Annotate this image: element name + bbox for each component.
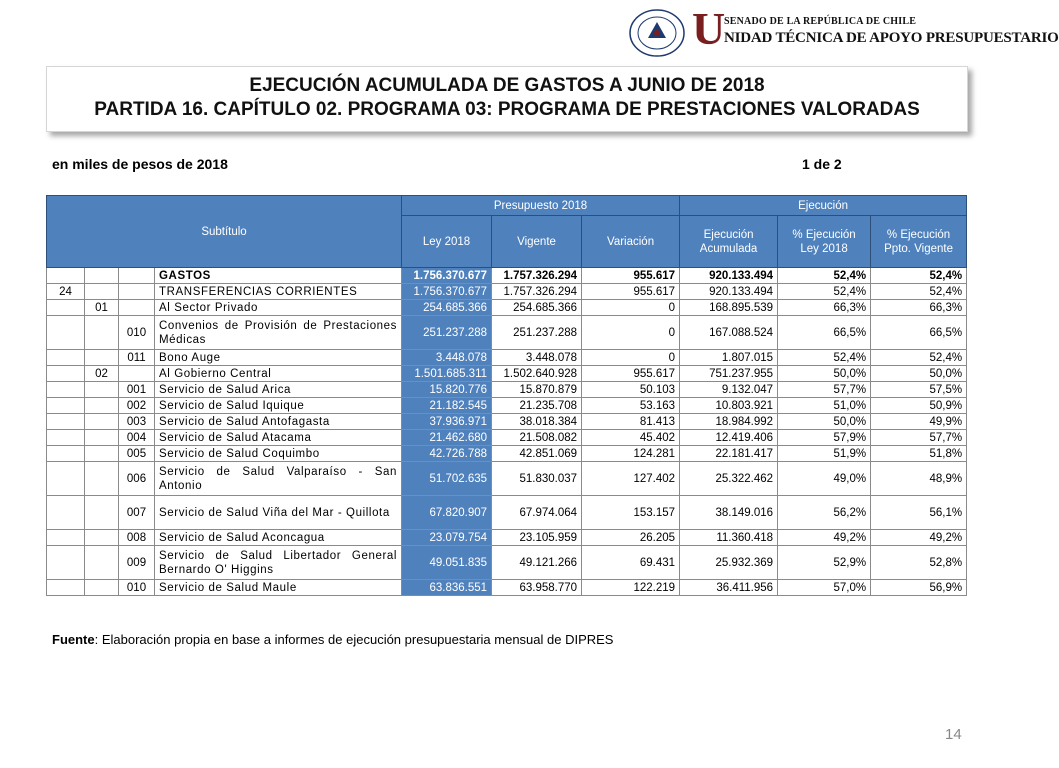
cell-variacion: 955.617 [582, 284, 680, 300]
cell-ley-2018: 63.836.551 [402, 580, 492, 596]
cell-asignacion: 008 [119, 530, 155, 546]
cell-pct-ley: 49,0% [778, 462, 871, 496]
cell-subtitulo [47, 580, 85, 596]
cell-subtitulo [47, 350, 85, 366]
cell-subtitulo [47, 316, 85, 350]
cell-pct-vigente: 49,2% [871, 530, 967, 546]
cell-ejecucion-acumulada: 9.132.047 [680, 382, 778, 398]
cell-ejecucion-acumulada: 751.237.955 [680, 366, 778, 382]
cell-ejecucion-acumulada: 36.411.956 [680, 580, 778, 596]
cell-pct-vigente: 57,7% [871, 430, 967, 446]
cell-item [85, 398, 119, 414]
table-row [47, 414, 967, 430]
cell-ejecucion-acumulada: 12.419.406 [680, 430, 778, 446]
cell-item [85, 268, 119, 284]
cell-description: Al Sector Privado [155, 300, 402, 316]
cell-pct-ley: 57,0% [778, 580, 871, 596]
cell-asignacion: 002 [119, 398, 155, 414]
cell-asignacion [119, 268, 155, 284]
cell-ley-2018: 254.685.366 [402, 300, 492, 316]
cell-asignacion: 011 [119, 350, 155, 366]
logo-big-letter: U [692, 3, 725, 54]
presupuesto-header: Presupuesto 2018 [402, 196, 680, 216]
cell-description: Servicio de Salud Maule [155, 580, 402, 596]
cell-description: Servicio de Salud Arica [155, 382, 402, 398]
col-ley: Ley 2018 [402, 216, 492, 268]
cell-variacion: 127.402 [582, 462, 680, 496]
table-row [47, 382, 967, 398]
cell-item: 02 [85, 366, 119, 382]
cell-pct-ley: 66,5% [778, 316, 871, 350]
cell-vigente: 3.448.078 [492, 350, 582, 366]
cell-ley-2018: 1.756.370.677 [402, 284, 492, 300]
cell-pct-ley: 50,0% [778, 366, 871, 382]
cell-ley-2018: 21.462.680 [402, 430, 492, 446]
cell-vigente: 21.235.708 [492, 398, 582, 414]
cell-pct-vigente: 49,9% [871, 414, 967, 430]
table-row [47, 398, 967, 414]
cell-item [85, 284, 119, 300]
cell-pct-ley: 52,4% [778, 268, 871, 284]
col-pct-vigente: % Ejecución Ppto. Vigente [871, 216, 967, 268]
cell-pct-vigente: 56,9% [871, 580, 967, 596]
cell-pct-ley: 56,2% [778, 496, 871, 530]
cell-subtitulo [47, 496, 85, 530]
col-ejec-acum: Ejecución Acumulada [680, 216, 778, 268]
cell-description: Servicio de Salud Valparaíso - San Antonio [155, 462, 402, 496]
cell-variacion: 122.219 [582, 580, 680, 596]
cell-vigente: 251.237.288 [492, 316, 582, 350]
cell-ley-2018: 251.237.288 [402, 316, 492, 350]
cell-ley-2018: 21.182.545 [402, 398, 492, 414]
cell-pct-ley: 50,0% [778, 414, 871, 430]
cell-asignacion: 005 [119, 446, 155, 462]
cell-item [85, 462, 119, 496]
cell-vigente: 42.851.069 [492, 446, 582, 462]
table-row [47, 366, 967, 382]
cell-asignacion: 006 [119, 462, 155, 496]
source-label: Fuente [52, 632, 95, 647]
cell-asignacion [119, 366, 155, 382]
cell-pct-vigente: 66,3% [871, 300, 967, 316]
cell-item [85, 446, 119, 462]
cell-asignacion: 009 [119, 546, 155, 580]
cell-variacion: 153.157 [582, 496, 680, 530]
cell-ejecucion-acumulada: 167.088.524 [680, 316, 778, 350]
cell-description: Al Gobierno Central [155, 366, 402, 382]
cell-pct-ley: 57,7% [778, 382, 871, 398]
cell-variacion: 81.413 [582, 414, 680, 430]
cell-ejecucion-acumulada: 920.133.494 [680, 268, 778, 284]
cell-asignacion: 010 [119, 580, 155, 596]
cell-vigente: 254.685.366 [492, 300, 582, 316]
logo-senate-line: SENADO DE LA REPÚBLICA DE CHILE [724, 16, 917, 27]
col-variacion: Variación [582, 216, 680, 268]
title-line-1: EJECUCIÓN ACUMULADA DE GASTOS A JUNIO DE 2018 [249, 75, 765, 96]
cell-pct-ley: 49,2% [778, 530, 871, 546]
cell-description: Servicio de Salud Antofagasta [155, 414, 402, 430]
cell-subtitulo [47, 446, 85, 462]
cell-description: Convenios de Provisión de Prestaciones Médicas [155, 316, 402, 350]
cell-variacion: 0 [582, 350, 680, 366]
cell-subtitulo [47, 546, 85, 580]
table-row [47, 446, 967, 462]
cell-ley-2018: 67.820.907 [402, 496, 492, 530]
cell-ejecucion-acumulada: 18.984.992 [680, 414, 778, 430]
cell-ley-2018: 51.702.635 [402, 462, 492, 496]
table-row [47, 430, 967, 446]
cell-variacion: 955.617 [582, 268, 680, 284]
cell-ley-2018: 42.726.788 [402, 446, 492, 462]
cell-vigente: 67.974.064 [492, 496, 582, 530]
cell-vigente: 51.830.037 [492, 462, 582, 496]
cell-item [85, 496, 119, 530]
table-row [47, 580, 967, 596]
ejecucion-header: Ejecución [680, 196, 967, 216]
cell-subtitulo [47, 430, 85, 446]
cell-description: Servicio de Salud Aconcagua [155, 530, 402, 546]
cell-vigente: 1.757.326.294 [492, 268, 582, 284]
table-row [47, 530, 967, 546]
cell-ejecucion-acumulada: 25.322.462 [680, 462, 778, 496]
cell-subtitulo [47, 530, 85, 546]
cell-pct-vigente: 52,4% [871, 350, 967, 366]
cell-subtitulo [47, 462, 85, 496]
cell-variacion: 45.402 [582, 430, 680, 446]
cell-pct-vigente: 66,5% [871, 316, 967, 350]
page-number: 14 [945, 726, 962, 743]
cell-subtitulo [47, 382, 85, 398]
cell-asignacion: 001 [119, 382, 155, 398]
units-label: en miles de pesos de 2018 [52, 156, 228, 172]
cell-asignacion: 010 [119, 316, 155, 350]
cell-description: Servicio de Salud Coquimbo [155, 446, 402, 462]
cell-ejecucion-acumulada: 11.360.418 [680, 530, 778, 546]
cell-pct-ley: 51,9% [778, 446, 871, 462]
cell-pct-ley: 66,3% [778, 300, 871, 316]
cell-ejecucion-acumulada: 920.133.494 [680, 284, 778, 300]
cell-item [85, 530, 119, 546]
cell-ejecucion-acumulada: 25.932.369 [680, 546, 778, 580]
utap-logo [628, 3, 1059, 58]
cell-ejecucion-acumulada: 168.895.539 [680, 300, 778, 316]
cell-asignacion [119, 300, 155, 316]
cell-variacion: 53.163 [582, 398, 680, 414]
cell-asignacion: 007 [119, 496, 155, 530]
cell-ley-2018: 1.501.685.311 [402, 366, 492, 382]
cell-ley-2018: 3.448.078 [402, 350, 492, 366]
title-line-2: PARTIDA 16. CAPÍTULO 02. PROGRAMA 03: PROGRAMA DE PRESTACIONES VALORADAS [94, 99, 920, 120]
table-body [47, 268, 967, 596]
cell-asignacion: 003 [119, 414, 155, 430]
table-row [47, 284, 967, 300]
cell-pct-ley: 52,4% [778, 284, 871, 300]
cell-pct-vigente: 52,4% [871, 284, 967, 300]
cell-pct-ley: 57,9% [778, 430, 871, 446]
cell-item [85, 316, 119, 350]
cell-vigente: 1.757.326.294 [492, 284, 582, 300]
cell-item [85, 546, 119, 580]
cell-variacion: 50.103 [582, 382, 680, 398]
cell-variacion: 0 [582, 300, 680, 316]
cell-vigente: 1.502.640.928 [492, 366, 582, 382]
cell-item [85, 580, 119, 596]
cell-subtitulo [47, 414, 85, 430]
cell-ley-2018: 15.820.776 [402, 382, 492, 398]
table-row [47, 546, 967, 580]
cell-subtitulo [47, 366, 85, 382]
cell-pct-ley: 51,0% [778, 398, 871, 414]
cell-ejecucion-acumulada: 22.181.417 [680, 446, 778, 462]
page-of-label: 1 de 2 [802, 156, 842, 172]
cell-pct-ley: 52,9% [778, 546, 871, 580]
cell-ejecucion-acumulada: 1.807.015 [680, 350, 778, 366]
cell-vigente: 23.105.959 [492, 530, 582, 546]
cell-pct-vigente: 56,1% [871, 496, 967, 530]
cell-description: Servicio de Salud Atacama [155, 430, 402, 446]
cell-variacion: 0 [582, 316, 680, 350]
cell-description: GASTOS [155, 268, 402, 284]
cell-description: Servicio de Salud Viña del Mar - Quillota [155, 496, 402, 530]
cell-pct-vigente: 52,4% [871, 268, 967, 284]
budget-table [46, 195, 967, 596]
cell-ley-2018: 1.756.370.677 [402, 268, 492, 284]
senate-seal-icon [628, 8, 686, 58]
cell-pct-vigente: 50,9% [871, 398, 967, 414]
cell-pct-vigente: 52,8% [871, 546, 967, 580]
cell-description: Servicio de Salud Libertador General Bernardo O' Higgins [155, 546, 402, 580]
source-text: : Elaboración propia en base a informes de ejecución presupuestaria mensual de DIPRES [94, 632, 614, 647]
col-vigente: Vigente [492, 216, 582, 268]
table-row [47, 496, 967, 530]
cell-variacion: 124.281 [582, 446, 680, 462]
cell-pct-vigente: 48,9% [871, 462, 967, 496]
subtitulo-header: Subtítulo [47, 196, 402, 268]
cell-item [85, 414, 119, 430]
col-pct-ley: % Ejecución Ley 2018 [778, 216, 871, 268]
cell-description: Bono Auge [155, 350, 402, 366]
cell-variacion: 69.431 [582, 546, 680, 580]
cell-asignacion: 004 [119, 430, 155, 446]
cell-item [85, 350, 119, 366]
cell-vigente: 63.958.770 [492, 580, 582, 596]
cell-vigente: 21.508.082 [492, 430, 582, 446]
table-row [47, 350, 967, 366]
logo-unit-line: NIDAD TÉCNICA DE APOYO PRESUPUESTARIO [724, 30, 1059, 46]
cell-item [85, 430, 119, 446]
cell-subtitulo: 24 [47, 284, 85, 300]
table-row [47, 268, 967, 284]
cell-description: Servicio de Salud Iquique [155, 398, 402, 414]
cell-subtitulo [47, 268, 85, 284]
cell-subtitulo [47, 398, 85, 414]
cell-ley-2018: 37.936.971 [402, 414, 492, 430]
cell-variacion: 955.617 [582, 366, 680, 382]
cell-ejecucion-acumulada: 38.149.016 [680, 496, 778, 530]
table-row [47, 316, 967, 350]
cell-ejecucion-acumulada: 10.803.921 [680, 398, 778, 414]
cell-item: 01 [85, 300, 119, 316]
cell-item [85, 382, 119, 398]
cell-asignacion [119, 284, 155, 300]
table-row [47, 300, 967, 316]
cell-vigente: 38.018.384 [492, 414, 582, 430]
title-box [46, 66, 968, 132]
cell-variacion: 26.205 [582, 530, 680, 546]
table-row [47, 462, 967, 496]
cell-pct-vigente: 50,0% [871, 366, 967, 382]
source-note [52, 632, 613, 647]
cell-vigente: 49.121.266 [492, 546, 582, 580]
cell-ley-2018: 23.079.754 [402, 530, 492, 546]
cell-pct-vigente: 51,8% [871, 446, 967, 462]
cell-pct-ley: 52,4% [778, 350, 871, 366]
cell-ley-2018: 49.051.835 [402, 546, 492, 580]
cell-description: TRANSFERENCIAS CORRIENTES [155, 284, 402, 300]
cell-subtitulo [47, 300, 85, 316]
cell-vigente: 15.870.879 [492, 382, 582, 398]
cell-pct-vigente: 57,5% [871, 382, 967, 398]
